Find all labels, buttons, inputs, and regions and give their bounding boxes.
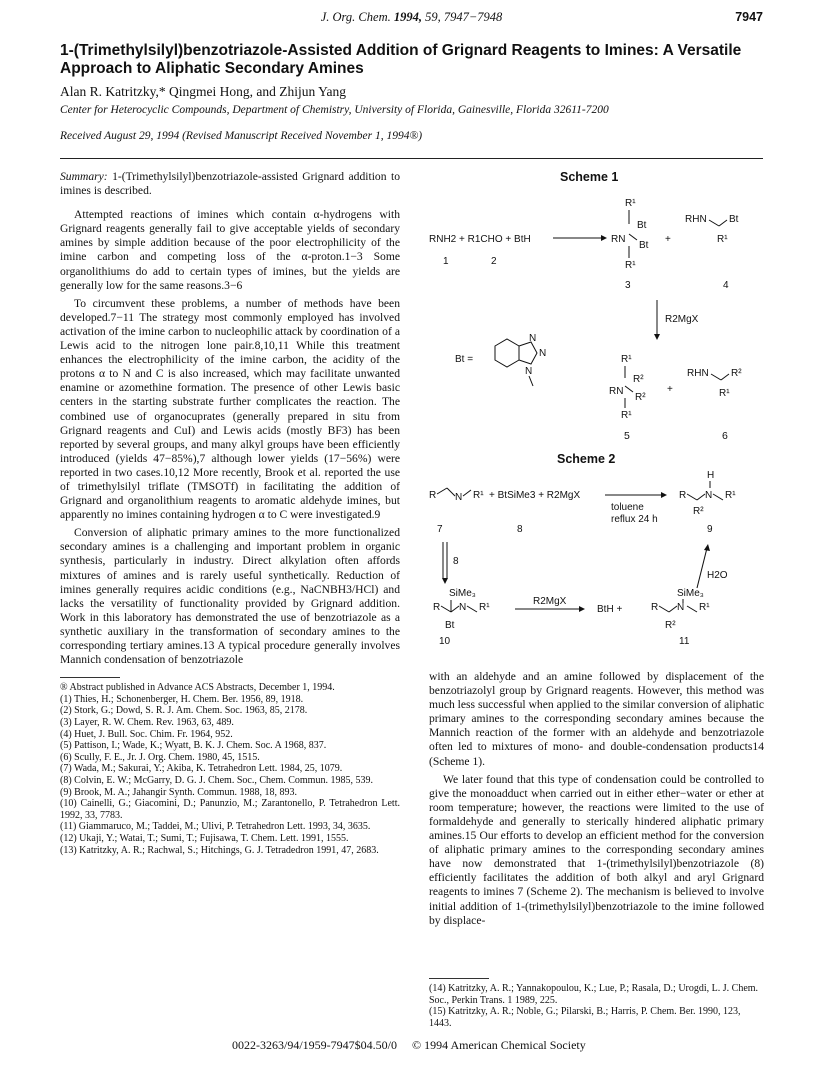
compound-label-3: 3 (625, 280, 631, 291)
condition-time: reflux 24 h (611, 514, 658, 525)
condition-solvent: toluene (611, 502, 644, 513)
footnote: (13) Katritzky, A. R.; Rachwal, S.; Hitchings, G. J. Tetradedron 1991, 47, 2683. (60, 844, 379, 856)
svg-text:R²: R² (731, 368, 742, 379)
paragraph: with an aldehyde and an amine followed by displacement of the benzotriazolyl group by Grignard reagents. However, this method was much less successful when applied to the similar conversion of aliphatic primary amines to the corresponding secondary amines because the Mannich reaction of the former with an aldehyde and benzotriazole often led to mixtures of mono- and double-condensation products14 (Scheme 1). (429, 670, 764, 768)
svg-text:N: N (529, 333, 537, 344)
left-column (60, 170, 400, 856)
svg-text:R: R (651, 602, 659, 613)
svg-text:+: + (665, 234, 671, 245)
footnote-rule (429, 978, 489, 979)
footnote: (8) Colvin, E. W.; McGarry, D. G. J. Chem. Soc., Chem. Commun. 1985, 539. (60, 774, 373, 786)
footnotes-right (429, 978, 764, 1029)
svg-text:RHN: RHN (687, 368, 709, 379)
svg-text:R¹: R¹ (621, 410, 632, 421)
bth-byproduct: BtH + (597, 604, 623, 615)
svg-text:R: R (429, 490, 437, 501)
bt-definition: Bt = (455, 354, 474, 365)
compound-label-2: 2 (491, 256, 497, 267)
svg-text:N: N (525, 366, 533, 377)
scheme2-reagents: + BtSiMe3 + R2MgX (489, 490, 581, 501)
svg-text:RN: RN (609, 386, 624, 397)
svg-text:R¹: R¹ (719, 388, 730, 399)
scheme1-diagram (425, 186, 765, 426)
compound-label-7: 7 (437, 524, 443, 535)
footnote: (5) Pattison, I.; Wade, K.; Wyatt, B. K. J. Chem. Soc. A 1968, 837. (60, 740, 327, 752)
svg-text:RN: RN (611, 234, 626, 245)
received-date: Received August 29, 1994 (Revised Manuscript Received November 1, 1994®) (60, 130, 423, 142)
scheme1-reagent: R2MgX (665, 314, 699, 325)
compound-label-5: 5 (624, 430, 630, 442)
arrow-reagent-8: 8 (453, 556, 459, 567)
article-title: 1-(Trimethylsilyl)benzotriazole-Assisted Addition of Grignard Reagents to Imines: A Versatile Approach to Aliphatic Secondary Amines (60, 42, 742, 77)
arrowhead (601, 235, 607, 241)
svg-text:Bt: Bt (445, 620, 455, 631)
right-column (429, 670, 764, 932)
footnote: (7) Wada, M.; Sakurai, Y.; Akiba, K. Tetrahedron Lett. 1984, 25, 1079. (60, 763, 343, 775)
svg-text:R¹: R¹ (479, 602, 490, 613)
footnote: (4) Huet, J. Bull. Soc. Chim. Fr. 1964, 952. (60, 728, 233, 740)
svg-text:Bt: Bt (729, 214, 739, 225)
summary-label: Summary: (60, 170, 108, 183)
svg-text:R¹: R¹ (699, 602, 710, 613)
scheme2-grignard: R2MgX (533, 596, 567, 607)
paragraph: To circumvent these problems, a number of methods have been developed.7−11 The strategy most commonly employed has involved activation of the imine carbon to nucleophilic attack by coordination of a Lewis acid to the nitrogen lone pair.8,10,11 While this treatment enhances the electrophilicity of the imine carbon, the acidity of the protons α to N and C is also increased, which may facilitate unwanted enamine or azomethine formation. The presence of other Lewis basic centers in the starting substrate further complicates the reaction. The combined use of organocuprates (generally prepared in situ from Grignard reagents and CuI) and Lewis acids (mostly BF3) has been reported by several groups, and many alkyl groups have been efficiently introduced (yields 47−85%),7 although lower yields (17−56%) were reported in two cases.10,12 More recently, Brook et al. reported the use of trimethylsilyl triflate (TMSOTf) in facilitating the addition of Grignard and organolithium reagents to aromatic aldehyde imines, but apparently no imines containing hydrogen α to C were investigated.9 (60, 296, 400, 522)
footnote: (9) Brook, M. A.; Jahangir Synth. Commun. 1988, 18, 893. (60, 786, 297, 798)
svg-text:N: N (677, 602, 685, 613)
footnote: (6) Scully, F. E., Jr. J. Org. Chem. 1980, 45, 1515. (60, 751, 260, 763)
footnote-rule (60, 677, 120, 678)
footnotes-left (60, 677, 400, 856)
svg-text:R: R (433, 602, 441, 613)
svg-text:R¹: R¹ (473, 490, 484, 501)
footnote: (12) Ukaji, Y.; Watai, T.; Sumi, T.; Fujisawa, T. Chem. Lett. 1991, 1555. (60, 832, 349, 844)
svg-text:SiMe₃: SiMe₃ (677, 588, 704, 599)
svg-text:SiMe₃: SiMe₃ (449, 588, 476, 599)
svg-text:R¹: R¹ (725, 490, 736, 501)
svg-text:R¹: R¹ (621, 354, 632, 365)
scheme1-title: Scheme 1 (560, 170, 619, 184)
summary-text: 1-(Trimethylsilyl)benzotriazole-assisted Grignard addition to imines is described. (60, 170, 400, 198)
svg-text:N: N (455, 492, 463, 503)
footnote: (15) Katritzky, A. R.; Noble, G.; Pilarski, B.; Harris, P. Chem. Ber. 1990, 123, 1443. (429, 1006, 741, 1029)
compound-label-9: 9 (707, 524, 713, 535)
footnote: (11) Giammaruco, M.; Taddei, M.; Ulivi, P. Tetrahedron Lett. 1993, 34, 3635. (60, 821, 371, 833)
svg-text:R²: R² (693, 506, 704, 517)
svg-text:R¹: R¹ (625, 198, 636, 209)
svg-text:Bt: Bt (637, 220, 647, 231)
svg-text:R¹: R¹ (717, 234, 728, 245)
footnote: ® Abstract published in Advance ACS Abstracts, December 1, 1994. (60, 682, 335, 694)
compound-label-1: 1 (443, 256, 449, 267)
page-number: 7947 (735, 10, 763, 24)
svg-text:Bt: Bt (639, 240, 649, 251)
svg-text:H: H (707, 470, 715, 481)
footnote: (14) Katritzky, A. R.; Yannakopoulou, K.; Lue, P.; Rasala, D.; Urogdi, L. J. Chem. Soc., Perkin Trans. 1 1989, 225. (429, 983, 759, 1006)
footnote: (1) Thies, H.; Schonenberger, H. Chem. Ber. 1956, 89, 1918. (60, 693, 304, 705)
journal-volume: 59, 7947−7948 (425, 10, 503, 24)
journal-year: 1994, (393, 10, 422, 24)
compound-label-10: 10 (439, 636, 451, 647)
paragraph: We later found that this type of condensation could be controlled to give the monoadduct when carried out in either ether−water or ether at room temperature; however, the reactions were limited to the use of formaldehyde and generally to sterically hindered aliphatic primary amines.15 Our efforts to develop an efficient method for the conversion of aliphatic primary amines to the corresponding secondary amines have now demonstrated that 1-(trimethylsilyl)benzotriazole (8) efficiently facilitates the addition of both alkyl and aryl Grignard reagents to imines 7 (Scheme 2). The mechanism is believed to involve initial addition of 1-(trimethylsilyl)benzotriazole to the imine followed by displace- (429, 772, 764, 927)
article-affiliation: Center for Heterocyclic Compounds, Department of Chemistry, University of Florida, Gainesville, Florida 32611-7200 (60, 104, 609, 116)
svg-text:N: N (705, 490, 713, 501)
scheme2-title: Scheme 2 (557, 452, 616, 466)
journal-name: J. Org. Chem. (320, 10, 391, 24)
svg-text:R²: R² (665, 620, 676, 631)
compound-label-4: 4 (723, 280, 729, 291)
compound-label-11: 11 (679, 636, 690, 647)
paragraph: Conversion of aliphatic primary amines to the more functionalized secondary amines is a challenging and important problem in organic synthesis, particularly in industry. Direct alkylation often affords mixtures of amines and is rarely useful synthetically. Reduction of imines generally requires acidic conditions (e.g., NaCNBH3/HCl) and lacks the versatility of functionality provided by Grignard addition. Work in this laboratory has demonstrated the use of benzotriazole as a synthetic auxiliary in the transformation of secondary amines to the corresponding tertiary amines.13 A typical procedure generally involves Mannich condensation of benzotriazole (60, 526, 400, 667)
svg-text:+: + (667, 384, 673, 395)
svg-text:R²: R² (635, 392, 646, 403)
scheme1-reactants: RNH2 + R1CHO + BtH (429, 234, 531, 245)
compound-label-6: 6 (722, 430, 728, 442)
footnote: (2) Stork, G.; Dowd, S. R. J. Am. Chem. Soc. 1963, 85, 2178. (60, 705, 308, 717)
svg-text:R¹: R¹ (625, 260, 636, 271)
article-authors: Alan R. Katritzky,* Qingmei Hong, and Zhijun Yang (60, 84, 346, 99)
header-rule (60, 158, 763, 159)
svg-text:N: N (459, 602, 467, 613)
running-header (0, 10, 823, 25)
paragraph: Attempted reactions of imines which contain α-hydrogens with Grignard reagents generally fail to give acceptable yields of secondary amines by simple addition because of the poor electrophilicity of the imine carbon and competing loss of the α-proton.1−3 Some organolithiums do add to certain types of imines, but the yields are generally low for the same reasons.3−6 (60, 208, 400, 292)
svg-text:R: R (679, 490, 687, 501)
footer-copyright: © 1994 American Chemical Society (412, 1038, 586, 1052)
footnote: (3) Layer, R. W. Chem. Rev. 1963, 63, 489. (60, 716, 234, 728)
footnote: (10) Cainelli, G.; Giacomini, D.; Panunzio, M.; Zarantonello, P. Tetrahedron Lett. 1992, 33, 7783. (60, 798, 400, 821)
compound-label-8: 8 (517, 524, 523, 535)
footer-code: 0022-3263/94/1959-7947$04.50/0 (232, 1038, 397, 1052)
svg-text:N: N (539, 348, 547, 359)
scheme2-diagram (425, 468, 765, 658)
water-reagent: H2O (707, 570, 728, 581)
svg-text:R²: R² (633, 374, 644, 385)
summary (60, 170, 400, 198)
svg-text:RHN: RHN (685, 214, 707, 225)
